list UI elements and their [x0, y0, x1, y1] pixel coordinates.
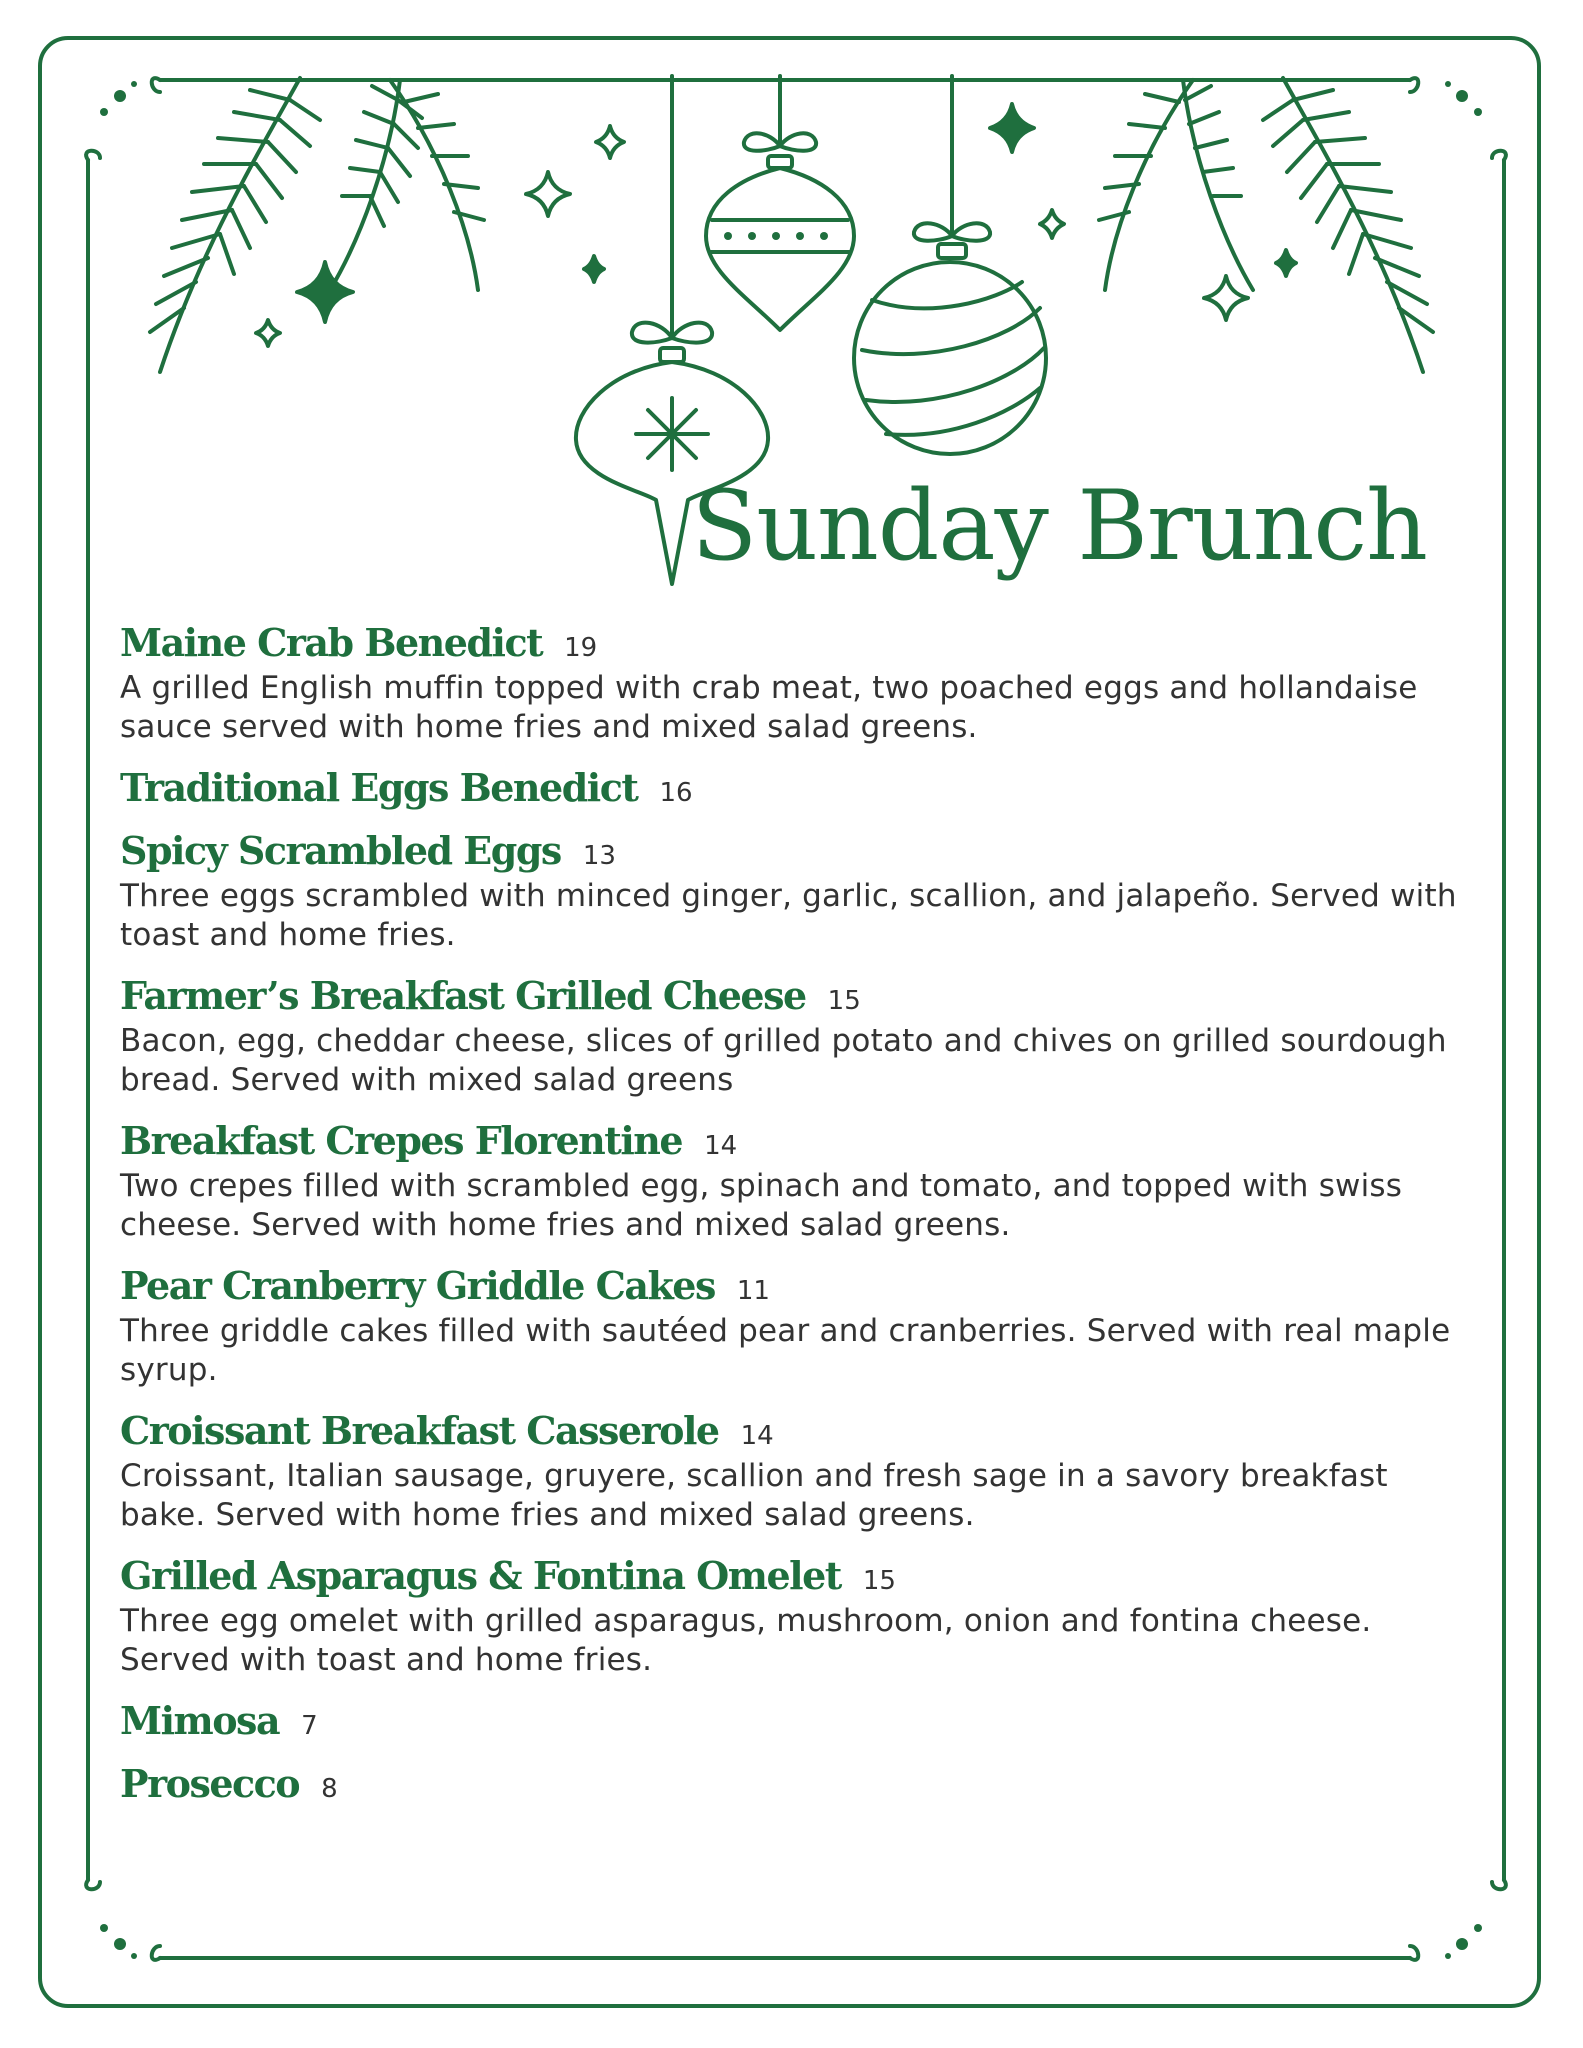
item-name: Prosecco — [120, 1761, 300, 1806]
item-price: 16 — [659, 778, 693, 808]
menu-list — [120, 620, 1460, 1824]
sparkle-icon — [297, 104, 1296, 322]
item-description: Croissant, Italian sausage, gruyere, scallion and fresh sage in a savory breakfast bake. Served with home fries and mixed salad greens. — [120, 1458, 1388, 1533]
item-description: Three eggs scrambled with minced ginger, garlic, scallion, and jalapeño. Served with toast and home fries. — [120, 878, 1457, 953]
item-price: 15 — [862, 1566, 896, 1596]
pine-branch-icon — [150, 78, 484, 372]
item-name: Spicy Scrambled Eggs — [120, 828, 561, 873]
item-price: 19 — [564, 633, 598, 663]
item-name: Croissant Breakfast Casserole — [120, 1408, 719, 1453]
menu-item — [120, 828, 1460, 955]
item-price: 13 — [582, 841, 616, 871]
item-description: A grilled English muffin topped with crab meat, two poached eggs and hollandaise sauce served with home fries and mixed salad greens. — [120, 670, 1418, 745]
item-price: 8 — [321, 1774, 338, 1804]
menu-item — [120, 1408, 1460, 1535]
ornament-icon — [706, 76, 854, 330]
item-name: Grilled Asparagus & Fontina Omelet — [120, 1553, 841, 1598]
item-price: 15 — [827, 986, 861, 1016]
item-name: Farmer’s Breakfast Grilled Cheese — [120, 973, 806, 1018]
menu-item — [120, 1118, 1460, 1245]
menu-item — [120, 1698, 1460, 1743]
item-name: Maine Crab Benedict — [120, 620, 543, 665]
item-name: Pear Cranberry Griddle Cakes — [120, 1263, 715, 1308]
page-title: Sunday Brunch — [691, 470, 1427, 582]
menu-item — [120, 1553, 1460, 1680]
item-description: Bacon, egg, cheddar cheese, slices of grilled potato and chives on grilled sourdough bread. Served with mixed salad greens — [120, 1023, 1447, 1098]
menu-item — [120, 765, 1460, 810]
item-name: Breakfast Crepes Florentine — [120, 1118, 683, 1163]
menu-item — [120, 973, 1460, 1100]
item-price: 14 — [704, 1131, 738, 1161]
item-name: Traditional Eggs Benedict — [120, 765, 638, 810]
item-price: 7 — [301, 1711, 318, 1741]
menu-item — [120, 1263, 1460, 1390]
pine-branch-icon — [1099, 78, 1433, 372]
menu-item — [120, 620, 1460, 747]
item-price: 14 — [740, 1421, 774, 1451]
item-description: Three griddle cakes filled with sautéed pear and cranberries. Served with real maple syrup. — [120, 1313, 1451, 1388]
item-price: 11 — [736, 1276, 770, 1306]
item-description: Two crepes filled with scrambled egg, spinach and tomato, and topped with swiss cheese. Served with home fries and mixed salad greens. — [120, 1168, 1403, 1243]
menu-item — [120, 1761, 1460, 1806]
ornament-dots — [724, 232, 828, 240]
item-name: Mimosa — [120, 1698, 280, 1743]
item-description: Three egg omelet with grilled asparagus, mushroom, onion and fontina cheese. Served with toast and home fries. — [120, 1603, 1372, 1678]
